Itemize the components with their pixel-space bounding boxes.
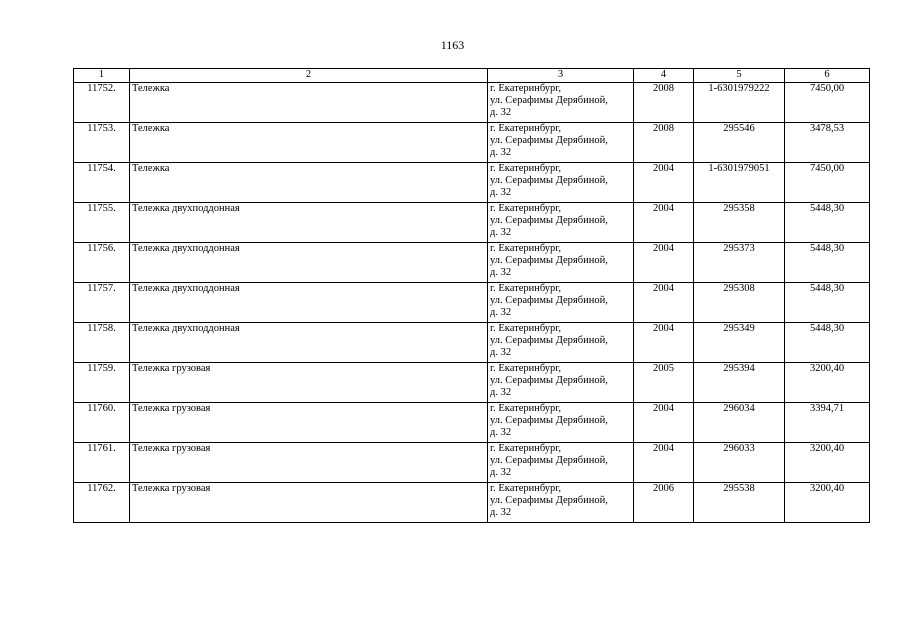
table-row	[74, 243, 870, 283]
address-cell	[488, 363, 634, 403]
property-table	[73, 68, 870, 523]
cost-cell: 7450,00	[785, 83, 870, 123]
address-line: д. 32	[490, 187, 512, 198]
address-cell	[488, 123, 634, 163]
table-row	[74, 403, 870, 443]
row-number-cell: 11755.	[74, 203, 130, 243]
table-row	[74, 283, 870, 323]
table-row	[74, 203, 870, 243]
address-line: д. 32	[490, 107, 512, 118]
row-number-cell: 11762.	[74, 483, 130, 523]
address-line: д. 32	[490, 427, 512, 438]
address-cell	[488, 243, 634, 283]
page-number: 1163	[440, 38, 465, 52]
row-number-cell: 11758.	[74, 323, 130, 363]
address-line: д. 32	[490, 387, 512, 398]
address-line: д. 32	[490, 507, 512, 518]
column-header: 3	[488, 69, 634, 83]
cost-cell: 3478,53	[785, 123, 870, 163]
inventory-number-cell: 295349	[694, 323, 785, 363]
inventory-number-cell: 1-6301979051	[694, 163, 785, 203]
item-name-cell: Тележка двухподдонная	[130, 203, 488, 243]
row-number-cell: 11757.	[74, 283, 130, 323]
inventory-number-cell: 296033	[694, 443, 785, 483]
address-line: ул. Серафимы Дерябиной,	[490, 375, 608, 386]
address-line: г. Екатеринбург,	[490, 363, 562, 374]
inventory-number-cell: 295308	[694, 283, 785, 323]
year-cell: 2006	[634, 483, 694, 523]
address-line: г. Екатеринбург,	[490, 443, 562, 454]
address-line: г. Екатеринбург,	[490, 243, 562, 254]
table-row	[74, 163, 870, 203]
item-name-cell: Тележка	[130, 83, 488, 123]
column-header: 4	[634, 69, 694, 83]
column-header: 2	[130, 69, 488, 83]
cost-cell: 3200,40	[785, 363, 870, 403]
item-name-cell: Тележка двухподдонная	[130, 243, 488, 283]
table-row	[74, 323, 870, 363]
row-number-cell: 11760.	[74, 403, 130, 443]
column-header: 5	[694, 69, 785, 83]
address-line: ул. Серафимы Дерябиной,	[490, 335, 608, 346]
year-cell: 2004	[634, 283, 694, 323]
address-cell	[488, 483, 634, 523]
cost-cell: 5448,30	[785, 323, 870, 363]
inventory-number-cell: 1-6301979222	[694, 83, 785, 123]
row-number-cell: 11754.	[74, 163, 130, 203]
inventory-number-cell: 295538	[694, 483, 785, 523]
item-name-cell: Тележка грузовая	[130, 443, 488, 483]
table-row	[74, 83, 870, 123]
address-cell	[488, 163, 634, 203]
address-line: д. 32	[490, 227, 512, 238]
cost-cell: 3200,40	[785, 483, 870, 523]
address-line: г. Екатеринбург,	[490, 323, 562, 334]
address-line: д. 32	[490, 147, 512, 158]
cost-cell: 7450,00	[785, 163, 870, 203]
address-line: ул. Серафимы Дерябиной,	[490, 255, 608, 266]
cost-cell: 3200,40	[785, 443, 870, 483]
address-line: ул. Серафимы Дерябиной,	[490, 135, 608, 146]
item-name-cell: Тележка грузовая	[130, 363, 488, 403]
address-line: ул. Серафимы Дерябиной,	[490, 495, 608, 506]
row-number-cell: 11759.	[74, 363, 130, 403]
row-number-cell: 11753.	[74, 123, 130, 163]
address-line: г. Екатеринбург,	[490, 483, 562, 494]
table-row	[74, 443, 870, 483]
table-body	[74, 83, 870, 523]
item-name-cell: Тележка грузовая	[130, 483, 488, 523]
inventory-number-cell: 296034	[694, 403, 785, 443]
address-line: ул. Серафимы Дерябиной,	[490, 175, 608, 186]
address-line: г. Екатеринбург,	[490, 163, 562, 174]
year-cell: 2005	[634, 363, 694, 403]
address-line: г. Екатеринбург,	[490, 283, 562, 294]
address-cell	[488, 403, 634, 443]
year-cell: 2008	[634, 83, 694, 123]
address-cell	[488, 203, 634, 243]
year-cell: 2004	[634, 243, 694, 283]
table-row	[74, 483, 870, 523]
inventory-number-cell: 295546	[694, 123, 785, 163]
row-number-cell: 11756.	[74, 243, 130, 283]
address-cell	[488, 83, 634, 123]
address-line: г. Екатеринбург,	[490, 123, 562, 134]
address-line: ул. Серафимы Дерябиной,	[490, 455, 608, 466]
address-line: ул. Серафимы Дерябиной,	[490, 295, 608, 306]
year-cell: 2004	[634, 323, 694, 363]
cost-cell: 5448,30	[785, 203, 870, 243]
address-line: д. 32	[490, 467, 512, 478]
inventory-number-cell: 295373	[694, 243, 785, 283]
address-line: д. 32	[490, 347, 512, 358]
item-name-cell: Тележка	[130, 123, 488, 163]
cost-cell: 3394,71	[785, 403, 870, 443]
item-name-cell: Тележка двухподдонная	[130, 283, 488, 323]
address-cell	[488, 283, 634, 323]
year-cell: 2004	[634, 163, 694, 203]
row-number-cell: 11761.	[74, 443, 130, 483]
column-header: 6	[785, 69, 870, 83]
column-header: 1	[74, 69, 130, 83]
address-line: ул. Серафимы Дерябиной,	[490, 215, 608, 226]
item-name-cell: Тележка	[130, 163, 488, 203]
address-line: ул. Серафимы Дерябиной,	[490, 415, 608, 426]
address-cell	[488, 323, 634, 363]
row-number-cell: 11752.	[74, 83, 130, 123]
address-line: г. Екатеринбург,	[490, 203, 562, 214]
address-cell	[488, 443, 634, 483]
year-cell: 2004	[634, 443, 694, 483]
table-row	[74, 363, 870, 403]
year-cell: 2004	[634, 403, 694, 443]
address-line: д. 32	[490, 307, 512, 318]
cost-cell: 5448,30	[785, 243, 870, 283]
year-cell: 2008	[634, 123, 694, 163]
table-header-row	[74, 69, 870, 83]
address-line: д. 32	[490, 267, 512, 278]
address-line: г. Екатеринбург,	[490, 403, 562, 414]
inventory-number-cell: 295358	[694, 203, 785, 243]
cost-cell: 5448,30	[785, 283, 870, 323]
item-name-cell: Тележка грузовая	[130, 403, 488, 443]
table-row	[74, 123, 870, 163]
year-cell: 2004	[634, 203, 694, 243]
item-name-cell: Тележка двухподдонная	[130, 323, 488, 363]
inventory-number-cell: 295394	[694, 363, 785, 403]
address-line: г. Екатеринбург,	[490, 83, 562, 94]
address-line: ул. Серафимы Дерябиной,	[490, 95, 608, 106]
